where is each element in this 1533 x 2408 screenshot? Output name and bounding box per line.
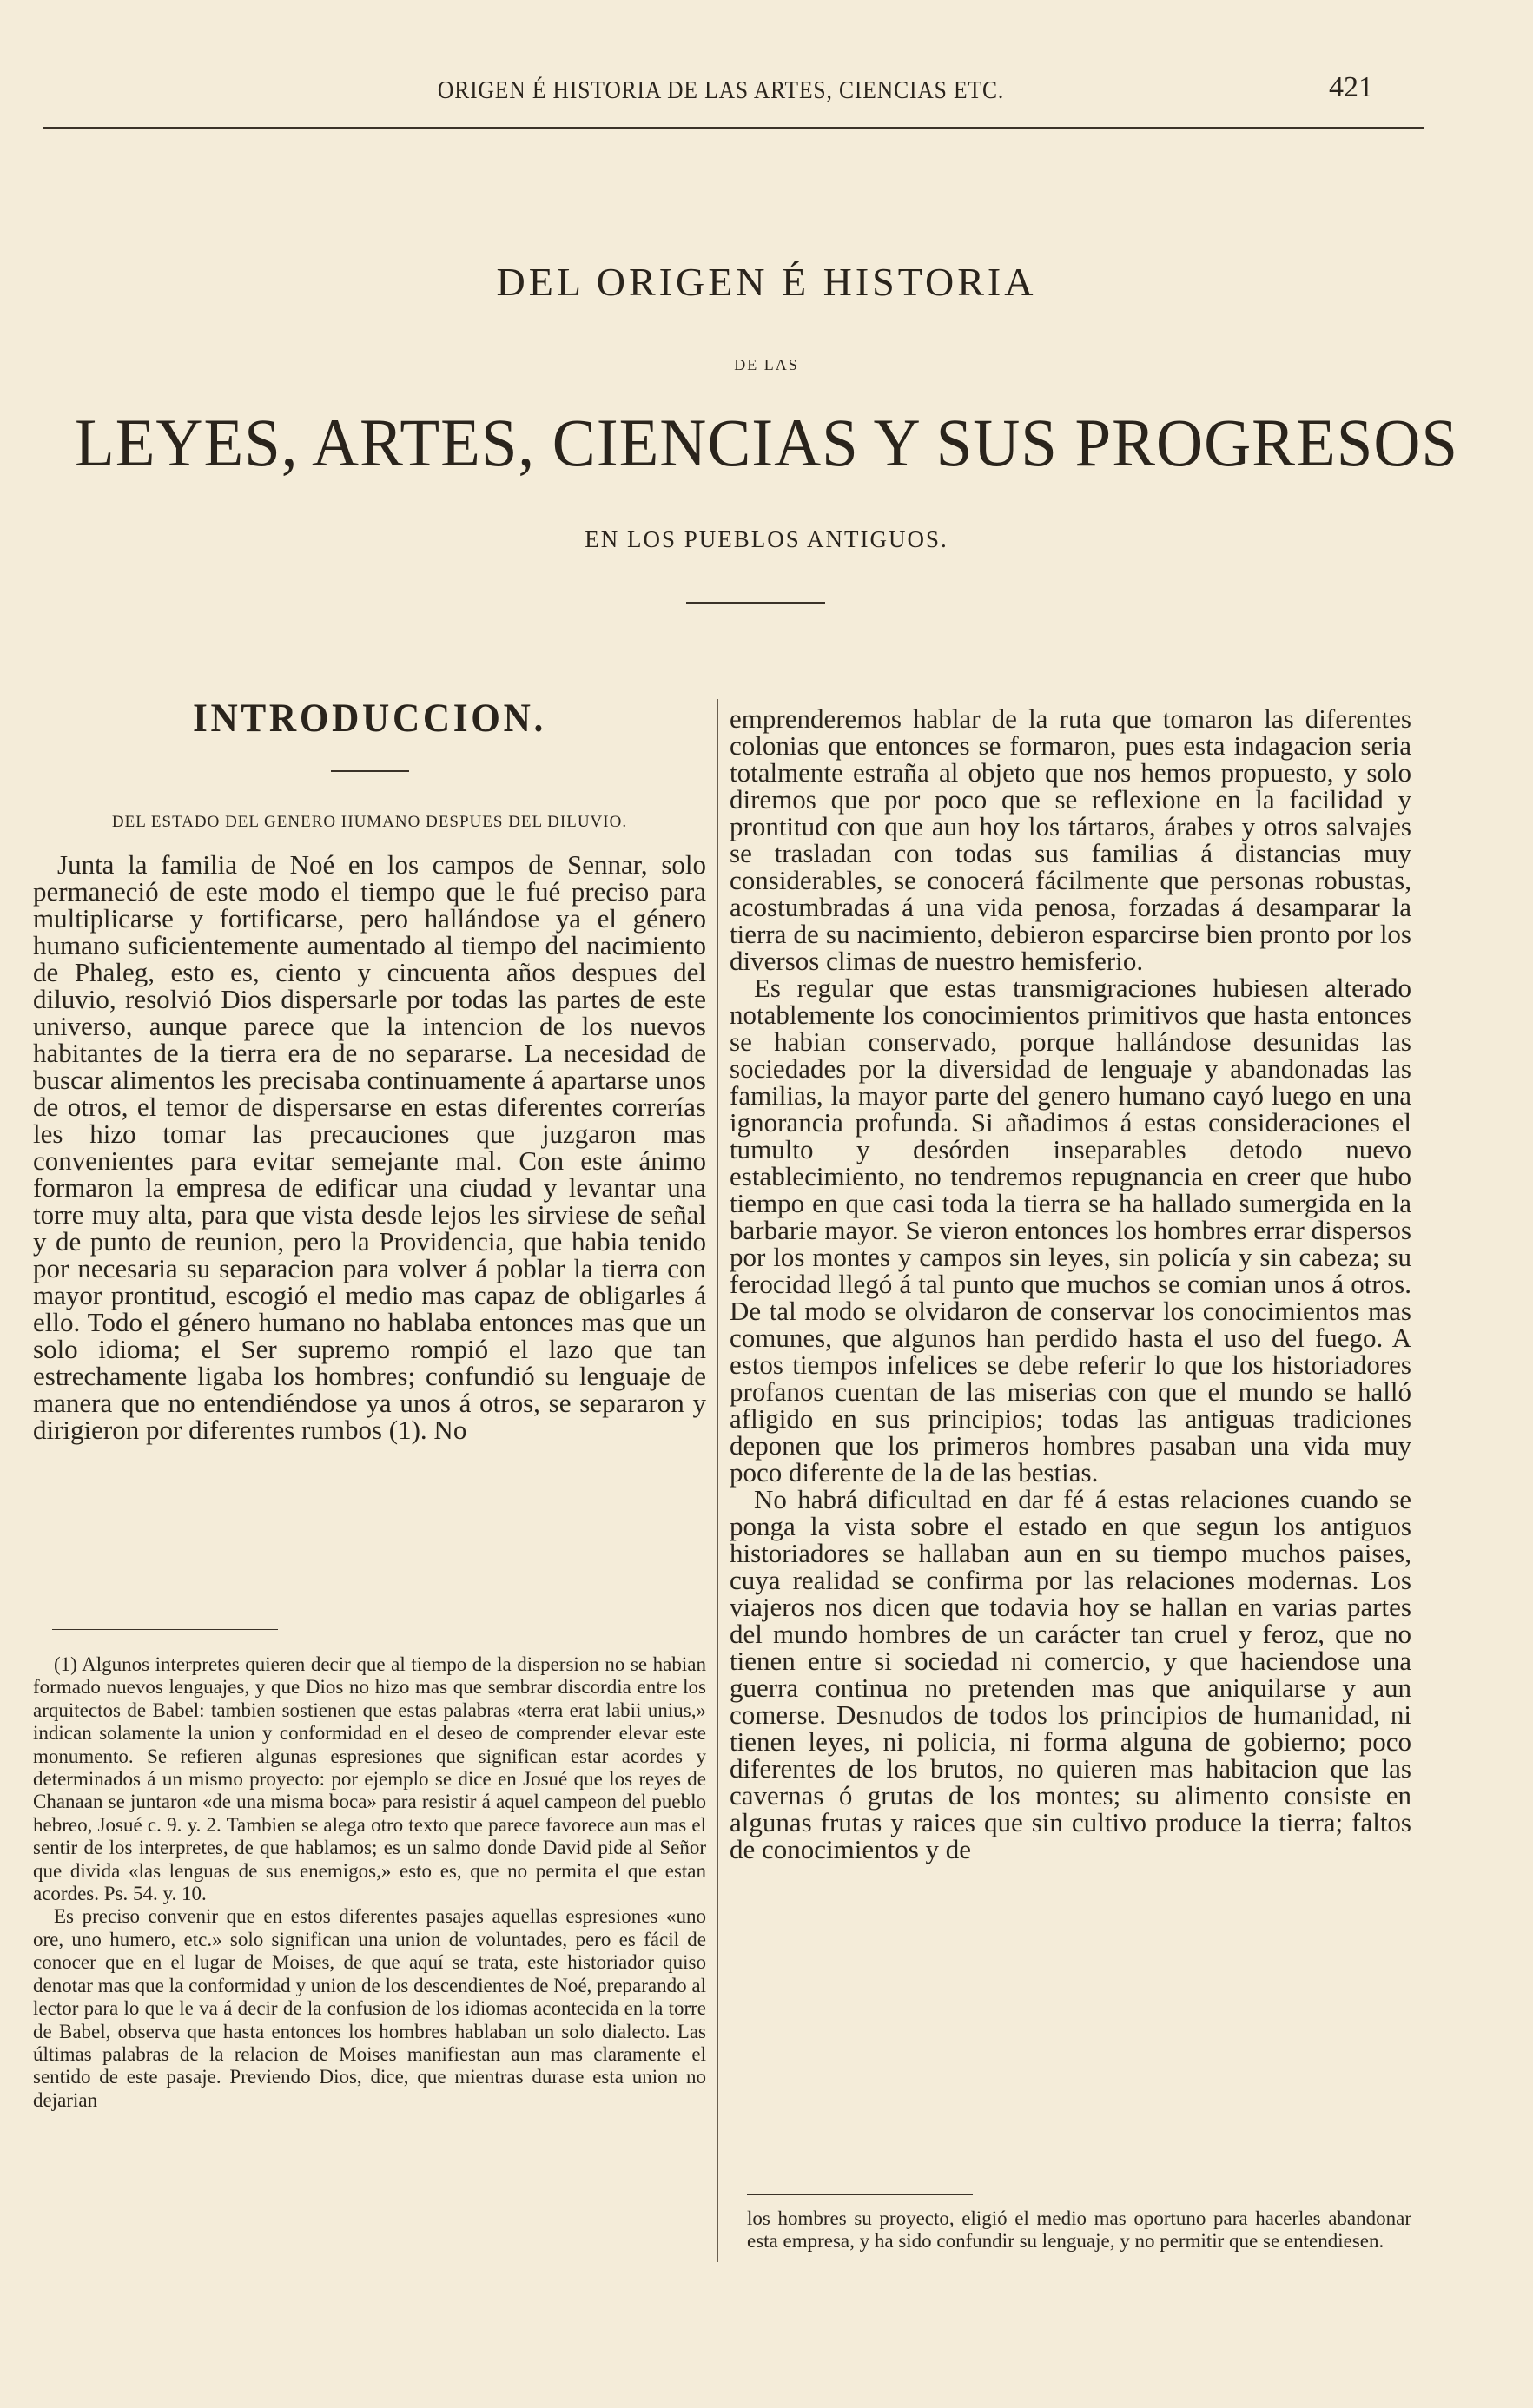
title-rule [686,602,825,604]
page-number: 421 [1329,71,1373,103]
left-paragraph: Junta la familia de Noé en los campos de Sennar, solo permaneció de este modo el tiempo que le fué preciso para multiplicarse y fortificarse, pero hallándose ya el género humano suficientemente aumentado al tiempo del nacimiento de Phaleg, esto es, ciento y cincuenta años despues del diluvio, resolvió Dios dispersarle por todas las partes de este universo, aunque parece que la intencion de los nuevos habitantes de la tierra era de no separarse. La necesidad de buscar alimentos les precisaba continuamente á apartarse unos de otros, el temor de dispersarse en estas diferentes correrías les hizo tomar las precauciones que juzgaron mas convenientes para evitar semejante mal. Con este ánimo formaron la empresa de edificar una ciudad y levantar una torre muy alta, para que vista desde lejos les sirviese de señal y de punto de reunion, pero la Providencia, que habia tenido por necesaria su separacion para volver á poblar la tierra con mayor prontitud, escogió el medio mas capaz de obligarles á ello. Todo el género humano no hablaba entonces mas que un solo idioma; el Ser supremo rompió el lazo que tan estrechamente ligaba los hombres; confundió su lenguaje de manera que no entendiéndose ya unos á otros, se separaron y dirigieron por diferentes rumbos (1). No [33,849,706,1445]
right-paragraph-3: No habrá dificultad en dar fé á estas relaciones cuando se ponga la vista sobre el estado en que segun los antiguos historiadores se hallaban aun en su tiempo muchos paises, cuya realidad se confirma por las relaciones modernas. Los viajeros nos dicen que todavia hoy se hallan en varias partes del mundo hombres de un carácter tan cruel y feroz, que no tienen entre si sociedad ni comercio, y que haciendose una guerra continua no pretenden mas que aniquilarse y aun comerse. Desnudos de todos los principios de humanidad, ni tienen leyes, ni policia, ni forma alguna de gobierno; poco diferentes de los brutos, no quieren mas habitacion que las cavernas ó grutas de los montes; su alimento consiste en algunas frutas y raices que sin cultivo produce la tierra; faltos de conocimientos y de [730,1484,1411,1864]
footnote-right-paragraph: los hombres su proyecto, eligió el medio mas oportuno para hacerles abandonar esta empresa, y ha sido confundir su lenguaje, y no permitir que se entendiesen. [747,2207,1411,2253]
right-column [730,705,1411,1863]
footnote-right [747,2207,1411,2253]
footnote-left [33,1653,706,2112]
footnote-rule-left [52,1629,278,1630]
footnote-left-paragraph-1: (1) Algunos interpretes quieren decir que al tiempo de la dispersion no se habian formado nuevos lenguajes, y que Dios no hizo mas que sembrar discordia entre los arquitectos de Babel: tambien sostienen que estas palabras «terra erat labii unius,» indican solamente la union y conformidad en el deseo de comprender elevar este monumento. Se refieren algunas espresiones que significan estar acordes y determinados á un mismo proyecto: por ejemplo se dice en Josué que los reyes de Chanaan se juntaron «de una misma boca» para resistir á aquel campeon del pueblo hebreo, Josué c. 9. y. 2. Tambien se alega otro texto que parece favorece aun mas el sentir de los interpretes, de que hablamos; es un salmo donde David pide al Señor que divida «las lenguas de sus enemigos,» esto es, que no permita el que estan acordes. Ps. 54. y. 10. [33,1653,706,1905]
introduction-heading: INTRODUCCION. [192,696,546,741]
running-head [0,68,1533,111]
title-line-2: DE LAS [734,356,799,373]
right-paragraph-2: Es regular que estas transmigraciones hubiesen alterado notablemente los conocimientos primitivos que hasta entonces se habian conservado, porque hallándose desunidas las sociedades por la diversidad de lenguaje y abandonadas las familias, la mayor parte del genero humano cayó luego en una ignorancia profunda. Si añadimos á estas consideraciones el tumulto y desórden inseparables detodo nuevo establecimiento, no tendremos repugnancia en creer que hubo tiempo en que casi toda la tierra se ha hallado sumergida en la barbarie mayor. Se vieron entonces los hombres errar dispersos por los montes y campos sin leyes, sin policía y sin cabeza; su ferocidad llegó á tal punto que muchos se comian unos á otros. De tal modo se olvidaron de conservar los conocimientos mas comunes, que algunos han perdido hasta el uso del fuego. A estos tiempos infelices se debe referir lo que los historiadores profanos cuentan de las miserias con que el mundo se halló afligido en sus principios; todas las antiguas tradiciones deponen que los primeros hombres pasaban una vida muy poco diferente de la de las bestias. [730,973,1411,1488]
title-subtitle: EN LOS PUEBLOS ANTIGUOS. [585,526,948,552]
introduction-rule [331,770,409,772]
section-heading: DEL ESTADO DEL GENERO HUMANO DESPUES DEL DILUVIO. [111,813,628,831]
left-column [33,696,706,1445]
footnote-rule-right [747,2194,973,2195]
title-line-1: DEL ORIGEN É HISTORIA [496,260,1037,304]
column-divider [717,699,718,2262]
footnote-left-paragraph-2: Es preciso convenir que en estos diferentes pasajes aquellas espresiones «uno ore, uno humero, etc.» solo significan una union de voluntades, pero es fácil de conocer que en el lugar de Moises, de que aquí se trata, este historiador quiso denotar mas que la conformidad y union de los descendientes de Noé, preparando al lector para lo que le va á decir de la confusion de los idiomas acontecida en la torre de Babel, observa que hasta entonces los hombres hablaban un solo dialecto. Las últimas palabras de la relacion de Moises manifiestan aun mas claramente el sentido de este pasaje. Previendo Dios, dice, que mientras durase esta union no dejarian [33,1905,706,2111]
right-paragraph-1: emprenderemos hablar de la ruta que tomaron las diferentes colonias que entonces se formaron, pues esta indagacion seria totalmente estraña al objeto que nos hemos propuesto, y solo diremos que por poco que se reflexione en la facilidad y prontitud con que aun hoy los tártaros, árabes y otros salvajes se trasladan con todas sus familias á distancias muy considerables, se conocerá fácilmente que personas robustas, acostumbradas á una vida penosa, forzadas á desamparar la tierra de su nacimiento, debieron esparcirse bien pronto por los diversos climas de nuestro hemisferio. [730,703,1411,976]
running-title: ORIGEN É HISTORIA DE LAS ARTES, CIENCIAS ETC. [437,76,1005,104]
header-double-rule [43,127,1424,135]
main-title: LEYES, ARTES, CIENCIAS Y SUS PROGRESOS [75,405,1458,480]
